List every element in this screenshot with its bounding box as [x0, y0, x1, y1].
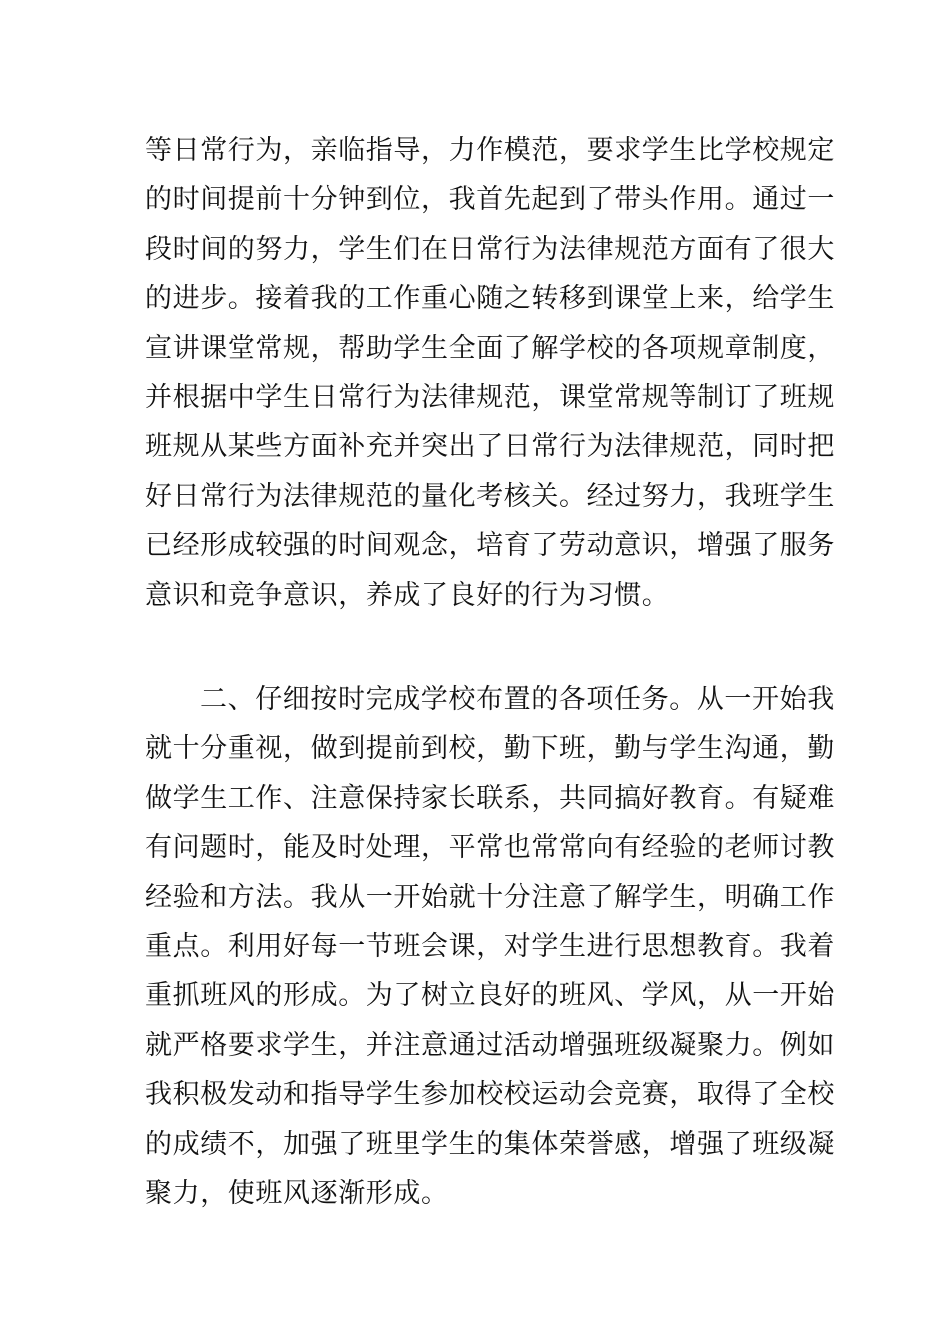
paragraph-line: 意识和竞争意识，养成了良好的行为习惯。 — [145, 579, 670, 611]
paragraph-line: 有问题时，能及时处理，平常也常常向有经验的老师讨教 — [145, 832, 835, 864]
paragraph-1 — [145, 126, 835, 620]
paragraph-2 — [145, 675, 835, 1218]
paragraph-line: 做学生工作、注意保持家长联系，共同搞好教育。有疑难 — [145, 782, 835, 814]
paragraph-line: 就严格要求学生，并注意通过活动增强班级凝聚力。例如 — [145, 1029, 835, 1061]
paragraph-line: 就十分重视，做到提前到校，勤下班，勤与学生沟通，勤 — [145, 733, 835, 765]
paragraph-line: 宣讲课堂常规，帮助学生全面了解学校的各项规章制度， — [145, 332, 835, 364]
paragraph-line: 我积极发动和指导学生参加校校运动会竞赛，取得了全校 — [145, 1079, 835, 1111]
paragraph-line: 已经形成较强的时间观念，培育了劳动意识，增强了服务 — [145, 530, 835, 562]
paragraph-line: 并根据中学生日常行为法律规范，课堂常规等制订了班规 — [145, 381, 835, 413]
paragraph-line: 重抓班风的形成。为了树立良好的班风、学风，从一开始 — [145, 980, 835, 1012]
paragraph-line: 班规从某些方面补充并突出了日常行为法律规范，同时把 — [145, 431, 835, 463]
paragraph-line: 的进步。接着我的工作重心随之转移到课堂上来，给学生 — [145, 283, 835, 315]
paragraph-line: 的时间提前十分钟到位，我首先起到了带头作用。通过一 — [145, 184, 835, 216]
paragraph-line: 等日常行为，亲临指导，力作模范，要求学生比学校规定 — [145, 135, 835, 166]
paragraph-line: 经验和方法。我从一开始就十分注意了解学生，明确工作 — [145, 881, 835, 913]
paragraph-line: 重点。利用好每一节班会课，对学生进行思想教育。我着 — [145, 930, 835, 962]
paragraph-line: 的成绩不，加强了班里学生的集体荣誉感，增强了班级凝 — [145, 1128, 835, 1160]
paragraph-line: 好日常行为法律规范的量化考核关。经过努力，我班学生 — [145, 480, 835, 512]
paragraph-line: 二、仔细按时完成学校布置的各项任务。从一开始我 — [200, 684, 835, 715]
paragraph-line: 聚力，使班风逐渐形成。 — [145, 1177, 449, 1209]
paragraph-line: 段时间的努力，学生们在日常行为法律规范方面有了很大 — [145, 233, 835, 265]
